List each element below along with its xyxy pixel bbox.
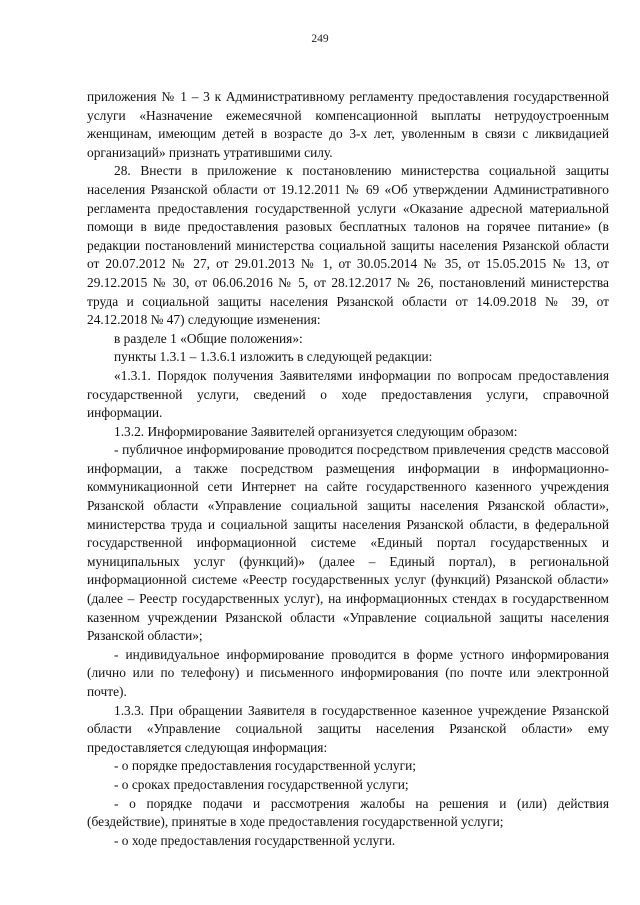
paragraph-13: - о ходе предоставления государственной услуги.: [114, 832, 396, 848]
paragraph-4: пункты 1.3.1 – 1.3.6.1 изложить в следующей редакции:: [114, 349, 433, 365]
paragraph-3: в разделе 1 «Общие положения»:: [114, 330, 303, 346]
paragraph-8: - индивидуальное информирование проводится в форме устного информирования (лично или по телефону) и письменного информирования (по почте или электронной почте).: [87, 646, 609, 699]
document-body: [87, 88, 609, 850]
paragraph-10: - о порядке предоставления государственной услуги;: [114, 758, 417, 774]
paragraph-7: - публичное информирование проводится посредством привлечения средств массовой информации, а также посредством размещения информации в информационно-коммуникационной сети Интернет на сайте государственного казенного учреждения Рязанской области «Управление социальной защиты населения Рязанской области», министерства труда и социальной защиты населения Рязанской области, в федеральной государственной информационной системе «Единый портал государственных и муниципальных услуг (функций)» (далее – Единый портал), в региональной информационной системе «Реестр государственных услуг (функций) Рязанской области» (далее – Реестр государственных услуг), на информационных стендах в государственном казенном учреждении Рязанской области «Управление социальной защиты населения Рязанской области»;: [87, 442, 609, 644]
paragraph-9: 1.3.3. При обращении Заявителя в государственное казенное учреждение Рязанской области «Управление социальной защиты населения Рязанской области» ему предоставляется следующая информация:: [87, 702, 609, 755]
paragraph-1: приложения № 1 – 3 к Административному регламенту предоставления государственной услуги «Назначение ежемесячной компенсационной выплаты нетрудоустроенным женщинам, имеющим детей в возрасте до 3-х лет, уволенным в связи с ликвидацией организаций» признать утратившими силу.: [87, 89, 609, 160]
page-number: 249: [311, 33, 329, 45]
paragraph-11: - о сроках предоставления государственной услуги;: [114, 776, 409, 792]
paragraph-12: - о порядке подачи и рассмотрения жалобы на решения и (или) действия (бездействие), принятые в ходе предоставления государственной услуги;: [87, 795, 609, 830]
paragraph-5: «1.3.1. Порядок получения Заявителями информации по вопросам предоставления государственной услуги, сведений о ходе предоставления услуги, справочной информации.: [87, 367, 609, 421]
paragraph-6: 1.3.2. Информирование Заявителей организуется следующим образом:: [114, 423, 518, 439]
paragraph-2: 28. Внести в приложение к постановлению министерства социальной защиты населения Рязанской области от 19.12.2011 № 69 «Об утверждении Административного регламента предоставления государственной услуги «Оказание адресной материальной помощи в виде предоставления разовых бесплатных талонов на горячее питание» (в редакции постановлений министерства социальной защиты населения Рязанской области от 20.07.2012 № 27, от 29.01.2013 № 1, от 30.05.2014 № 35, от 15.05.2015 № 13, от 29.12.2015 № 30, от 06.06.2016 № 5, от 28.12.2017 № 26, постановлений министерства труда и социальной защиты населения Рязанской области от 14.09.2018 № 39, от 24.12.2018 № 47) следующие изменения:: [87, 163, 609, 328]
